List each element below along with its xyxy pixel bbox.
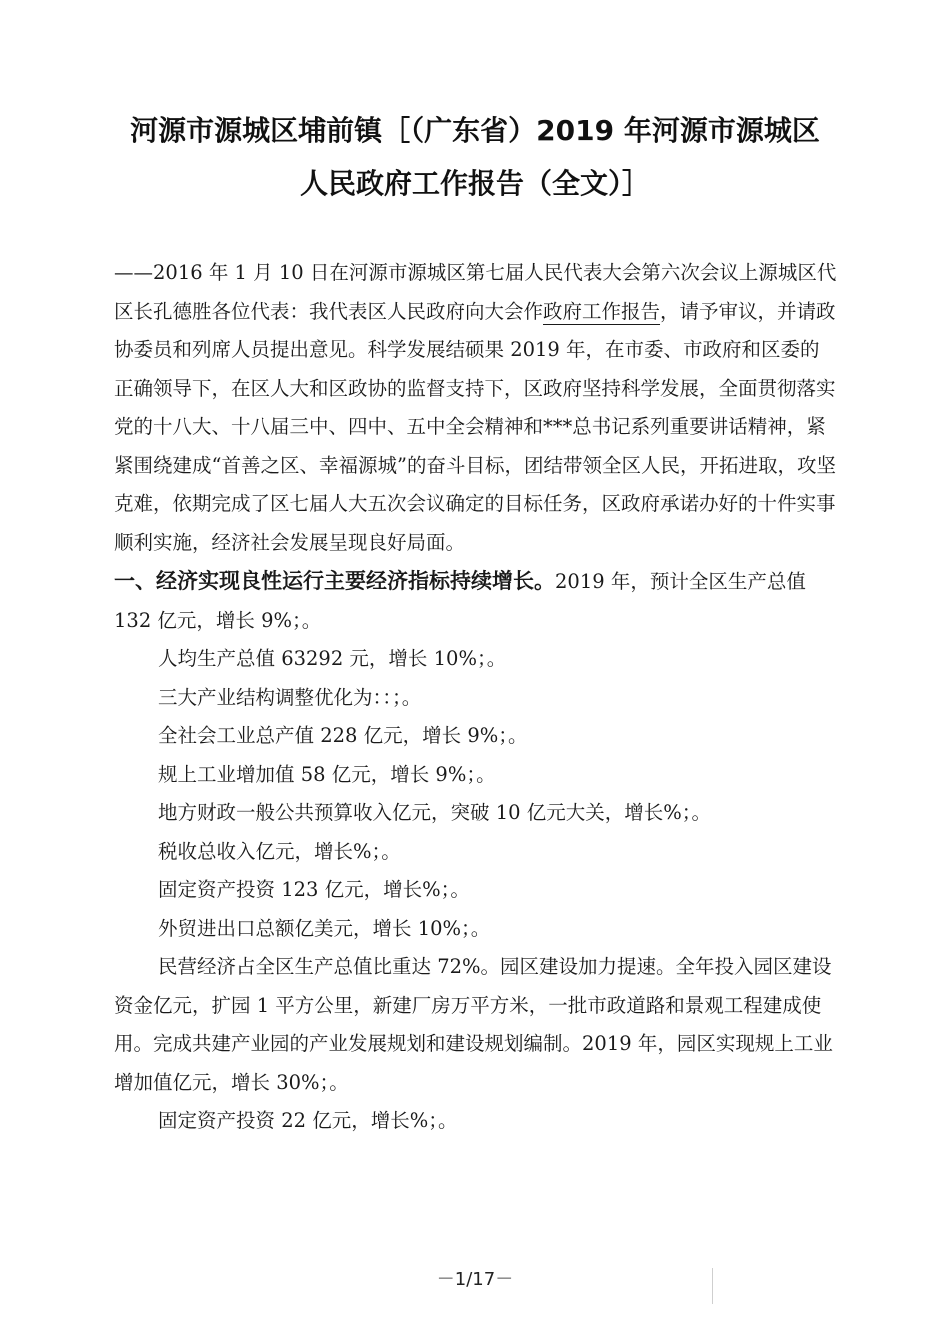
list-item: 固定资产投资 22 亿元，增长%；。	[158, 1109, 458, 1132]
list-item: 全社会工业总产值 228 亿元，增长 9%；。	[158, 724, 528, 747]
section-1-text: 2019 年，预计全区生产总值 132 亿元，增长 9%；。	[114, 570, 806, 632]
page-number: －1/17－	[436, 1269, 514, 1290]
title-line-2: 人民政府工作报告（全文）］	[299, 167, 650, 200]
margin-divider	[712, 1268, 713, 1304]
list-item: 外贸进出口总额亿美元，增长 10%；。	[158, 916, 491, 940]
list-item: 三大产业结构调整优化为：：；。	[158, 685, 422, 709]
list-item: 人均生产总值 63292 元，增长 10%；。	[158, 647, 507, 670]
document-title	[60, 104, 890, 210]
section-1-heading: 一、经济实现良性运行主要经济指标持续增长。	[114, 569, 555, 593]
list-item: 地方财政一般公共预算收入亿元，突破 10 亿元大关，增长%；。	[158, 801, 711, 824]
report-body	[114, 254, 838, 1141]
intro-text-a: ——2016 年 1 月 10 日在河源市源城区第七届人民代表大会第六次会议上源城区代区长孔德胜各位代表：我代表区人民政府向大会作	[114, 261, 837, 323]
list-item: 规上工业增加值 58 亿元，增长 9%；。	[158, 762, 496, 786]
report-link[interactable]: 政府工作报告	[543, 299, 661, 323]
list-item: 民营经济占全区生产总值比重达 72%。园区建设加力提速。全年投入园区建设资金亿元，扩园 1 平方公里，新建厂房万平方米，一批市政道路和景观工程建成使用。完成共建产业园的产业发展规划和建设规划编制。2019 年，园区实现规上工业增加值亿元，增长 30%；。	[114, 955, 833, 1094]
list-item: 固定资产投资 123 亿元，增长%；。	[158, 878, 470, 901]
intro-paragraph	[114, 254, 838, 562]
title-line-1: 河源市源城区埔前镇［（广东省）2019 年河源市源城区	[130, 114, 820, 147]
intro-text-b: ，请予审议，并请政协委员和列席人员提出意见。科学发展结硕果 2019 年，在市委、市政府和区委的正确领导下，在区人大和区政协的监督支持下，区政府坚持科学发展，全面贯彻落实党的十八大、十八届三中、四中、五中全会精神和***总书记系列重要讲话精神，紧紧围绕建成“首善之区、幸福源城”的奋斗目标，团结带领全区人民，开拓进取，攻坚克难，依期完成了区七届人大五次会议确定的目标任务，区政府承诺办好的十件实事顺利实施，经济社会发展呈现良好局面。	[114, 299, 836, 554]
section-1-paragraph	[114, 562, 838, 640]
list-item: 税收总收入亿元，增长%；。	[158, 839, 401, 863]
